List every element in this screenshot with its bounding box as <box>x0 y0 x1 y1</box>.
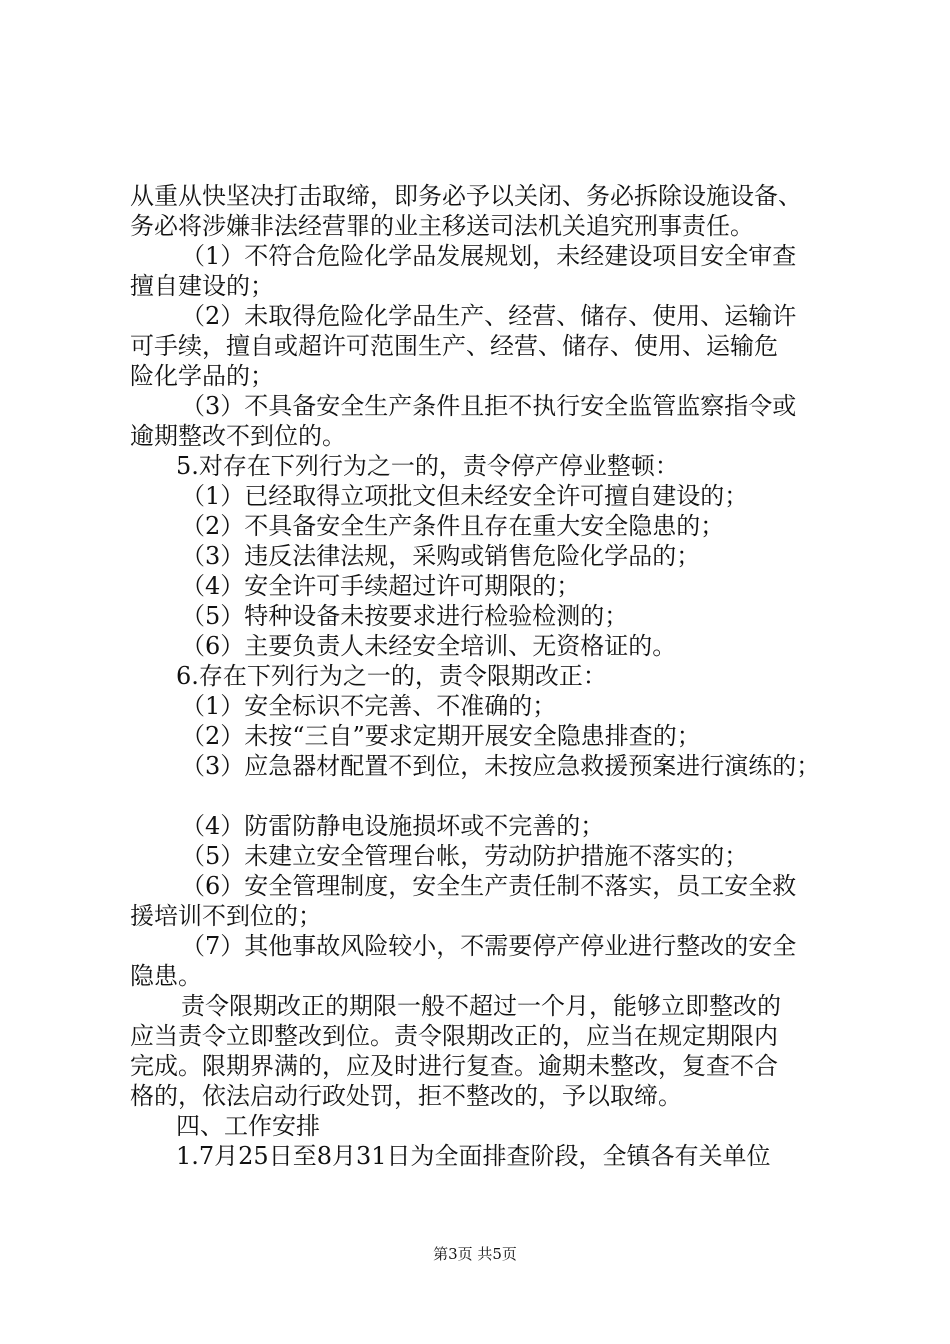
list-item: （3）违反法律法规，采购或销售危险化学品的； <box>181 542 701 570</box>
body-text-line: 逾期整改不到位的。 <box>130 422 346 450</box>
body-text-line: 险化学品的； <box>130 362 274 390</box>
section-heading: 四、工作安排 <box>176 1112 320 1140</box>
body-text-line: 格的，依法启动行政处罚，拒不整改的，予以取缔。 <box>130 1082 682 1110</box>
body-text-line: 隐患。 <box>130 962 202 990</box>
page-number-footer: 第3页 共5页 <box>433 1245 517 1263</box>
body-text-line: 应当责令立即整改到位。责令限期改正的，应当在规定期限内 <box>130 1022 778 1050</box>
body-text-line: 完成。限期界满的，应及时进行复查。逾期未整改，复查不合 <box>130 1052 778 1080</box>
body-text-line: 责令限期改正的期限一般不超过一个月，能够立即整改的 <box>181 992 781 1020</box>
list-item: （6）主要负责人未经安全培训、无资格证的。 <box>181 632 677 660</box>
section-heading: 6.存在下列行为之一的，责令限期改正： <box>176 662 607 690</box>
section-heading: 5.对存在下列行为之一的，责令停产停业整顿： <box>176 452 679 480</box>
list-item: （4）安全许可手续超过许可期限的； <box>181 572 581 600</box>
list-item: （5）未建立安全管理台帐，劳动防护措施不落实的； <box>181 842 749 870</box>
list-item: （1）已经取得立项批文但未经安全许可擅自建设的； <box>181 482 749 510</box>
list-item: （1）安全标识不完善、不准确的； <box>181 692 557 720</box>
list-item: （2）未按“三自”要求定期开展安全隐患排查的； <box>181 722 701 750</box>
list-item: （4）防雷防静电设施损坏或不完善的； <box>181 812 605 840</box>
body-text-line: （2）未取得危险化学品生产、经营、储存、使用、运输许 <box>181 302 797 330</box>
body-text-line: 可手续，擅自或超许可范围生产、经营、储存、使用、运输危 <box>130 332 778 360</box>
body-text-line: 务必将涉嫌非法经营罪的业主移送司法机关追究刑事责任。 <box>130 212 754 240</box>
body-text-line: （3）不具备安全生产条件且拒不执行安全监管监察指令或 <box>181 392 797 420</box>
body-text-line: （6）安全管理制度，安全生产责任制不落实，员工安全救 <box>181 872 797 900</box>
body-text-line: 擅自建设的； <box>130 272 274 300</box>
list-item: （2）不具备安全生产条件且存在重大安全隐患的； <box>181 512 725 540</box>
body-text-line: （7）其他事故风险较小，不需要停产停业进行整改的安全 <box>181 932 797 960</box>
list-item: （5）特种设备未按要求进行检验检测的； <box>181 602 629 630</box>
body-text-line: 1.7月25日至8月31日为全面排查阶段，全镇各有关单位 <box>176 1142 771 1170</box>
body-text-line: （1）不符合危险化学品发展规划，未经建设项目安全审查 <box>181 242 797 270</box>
list-item: （3）应急器材配置不到位，未按应急救援预案进行演练的； <box>181 752 821 780</box>
body-text-line: 从重从快坚决打击取缔，即务必予以关闭、务必拆除设施设备、 <box>130 182 802 210</box>
body-text-line: 援培训不到位的； <box>130 902 322 930</box>
